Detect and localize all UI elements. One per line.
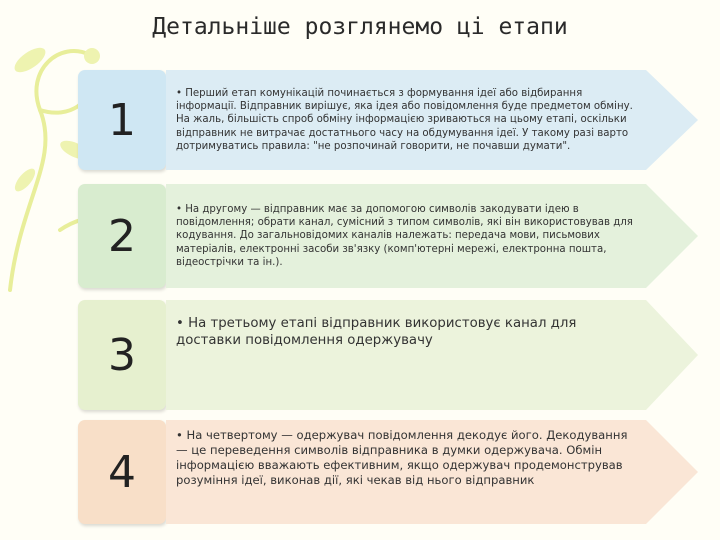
step-number: 1: [108, 94, 136, 146]
step-4: [78, 420, 698, 524]
step-2: [78, 184, 698, 288]
step-number: 2: [108, 210, 136, 262]
step-number-box: [78, 420, 166, 524]
step-3: [78, 300, 698, 410]
step-description: • Перший етап комунікацій починається з формування ідеї або відбирання інформації. Відправник вирішує, яка ідея або повідомлення буде предметом обміну. На жаль, більшість спроб обміну інформацією зриваються на цьому етапі, оскільки відправник не витрачає достатнього часу на обдумування ідеї. У такому разі варто дотримуватись правила: "не розпочинай говорити, не почавши думати".: [176, 88, 633, 152]
step-number-box: [78, 300, 166, 410]
step-number-box: [78, 70, 166, 170]
page-title: Детальніше розглянемо ці етапи: [152, 14, 568, 40]
step-number: 3: [108, 329, 136, 381]
step-description: • На другому — відправник має за допомогою символів закодувати ідею в повідомлення; обрати канал, сумісний з типом символів, які він використовував для кодування. До загальновідомих каналів належать: передача мови, письмових матеріалів, електронні засоби зв'язку (комп'ютерні мережі, електронна пошта, відеострічки та ін.).: [176, 204, 633, 268]
step-number-box: [78, 184, 166, 288]
step-1: [78, 70, 698, 170]
step-description: • На четвертому — одержувач повідомлення декодує його. Декодування — це переведення символів відправника в думки одержувача. Обмін інформацією вважають ефективним, якщо одержувач продемонстрував розуміння ідеї, виконав дії, які чекав від нього відправник: [176, 428, 628, 488]
step-number: 4: [108, 446, 136, 498]
step-description: • На третьому етапі відправник використовує канал для доставки повідомлення одержувачу: [176, 316, 577, 348]
